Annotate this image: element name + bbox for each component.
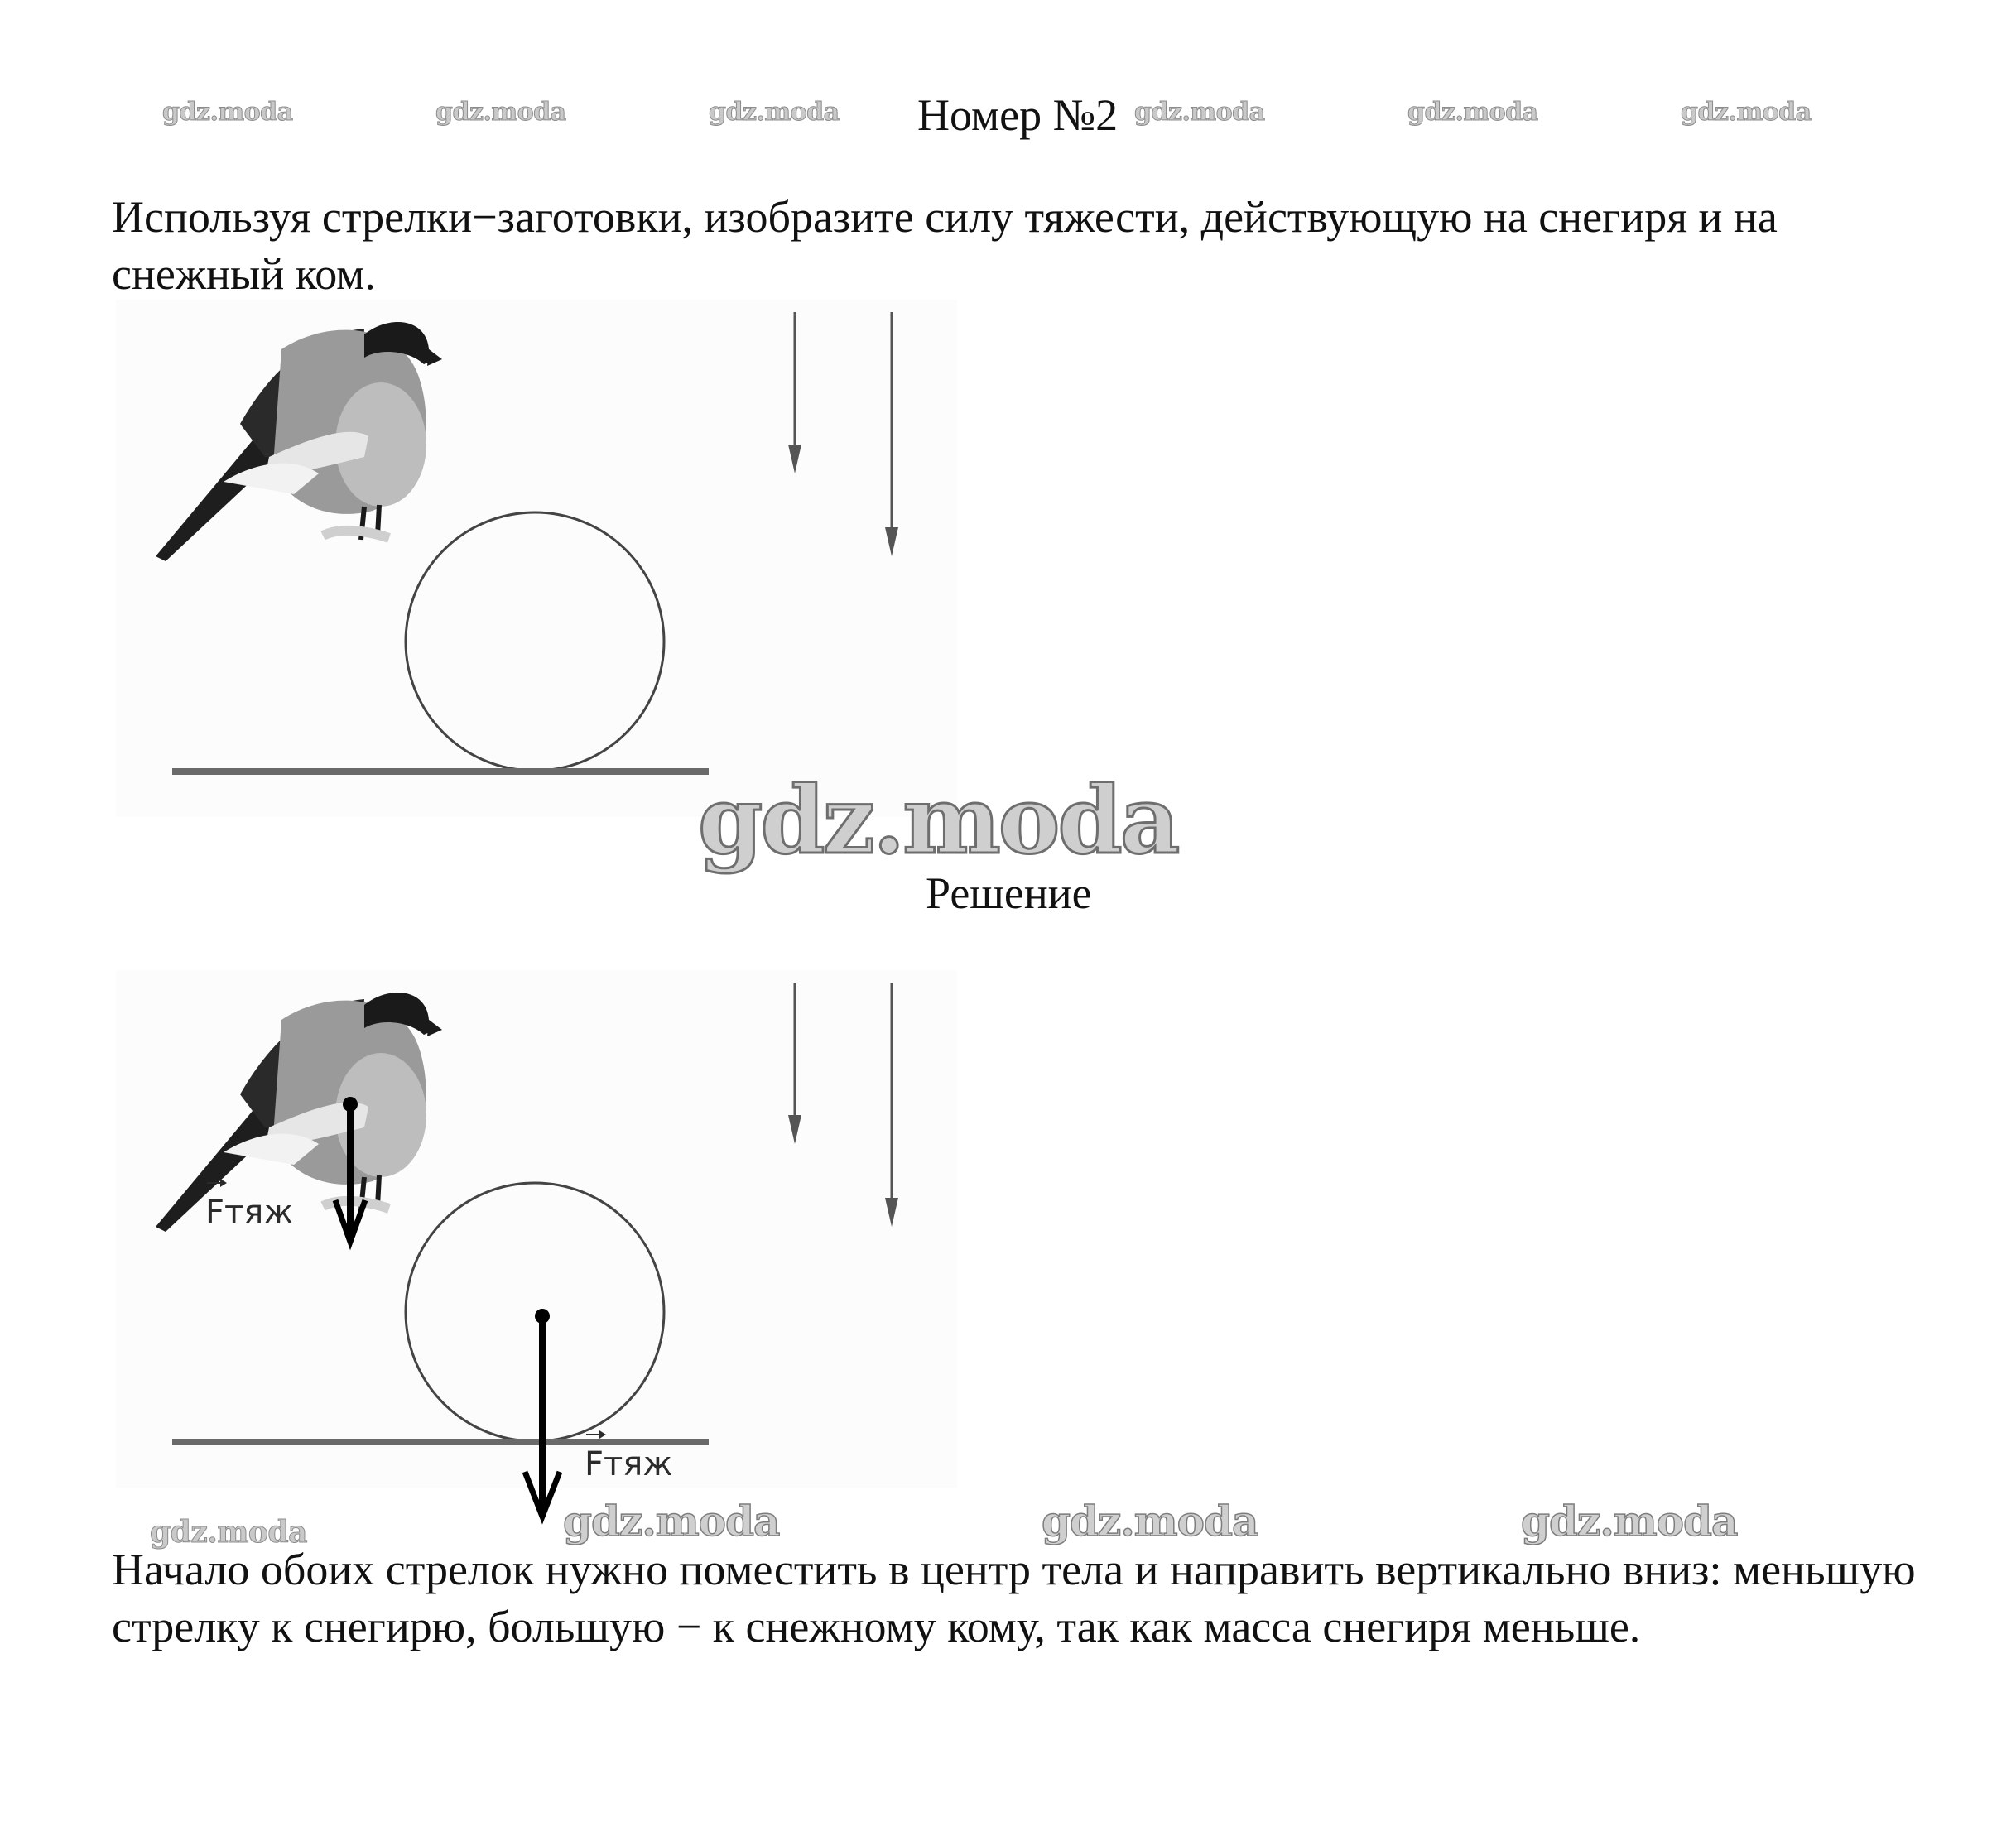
arrow-down-icon — [885, 312, 898, 556]
bullfinch-icon — [156, 322, 442, 561]
task-figure-drawing — [116, 300, 957, 817]
ground-line — [172, 768, 709, 775]
solution-heading: Решение — [926, 868, 1092, 918]
watermark: gdz.moda — [709, 98, 840, 127]
watermark-large: gdz.moda — [698, 767, 1178, 875]
watermark: gdz.moda — [1042, 1497, 1258, 1545]
watermark: gdz.moda — [1521, 1497, 1738, 1545]
watermark: gdz.moda — [1681, 98, 1812, 127]
task-figure — [116, 300, 957, 817]
snowball-gravity-arrow — [525, 1309, 560, 1517]
watermark: gdz.moda — [563, 1497, 780, 1545]
bird-force-label-text: Fтяж — [205, 1194, 294, 1232]
watermark: gdz.moda — [1407, 98, 1538, 127]
snowball-force-label-text: Fтяж — [585, 1445, 673, 1483]
arrow-down-icon — [788, 312, 801, 473]
arrow-down-icon — [885, 983, 898, 1227]
bullfinch-icon — [156, 993, 442, 1232]
solution-figure-drawing — [116, 970, 957, 1517]
task-text: Используя стрелки−заготовки, изобразите силу тяжести, действующую на снегиря и на снежный ком. — [112, 192, 1778, 299]
snowball-force-label — [585, 1445, 672, 1483]
watermark: gdz.moda — [150, 1515, 307, 1550]
vector-arrow-icon — [586, 1434, 604, 1435]
snowball-icon — [406, 1183, 664, 1441]
bird-force-label — [205, 1194, 293, 1232]
solution-explanation: Начало обоих стрелок нужно поместить в центр тела и направить вертикально вниз: меньшую стрелку к снегирю, большую − к снежному кому, так как масса снегиря меньше. — [112, 1545, 1916, 1651]
arrow-down-icon — [788, 983, 801, 1144]
snowball-icon — [406, 512, 664, 771]
ground-line — [172, 1439, 709, 1445]
watermark: gdz.moda — [435, 98, 566, 127]
watermark: gdz.moda — [1134, 98, 1265, 127]
vector-arrow-icon — [207, 1182, 225, 1184]
watermark: gdz.moda — [162, 98, 293, 127]
page-title: Номер №2 — [917, 90, 1119, 140]
